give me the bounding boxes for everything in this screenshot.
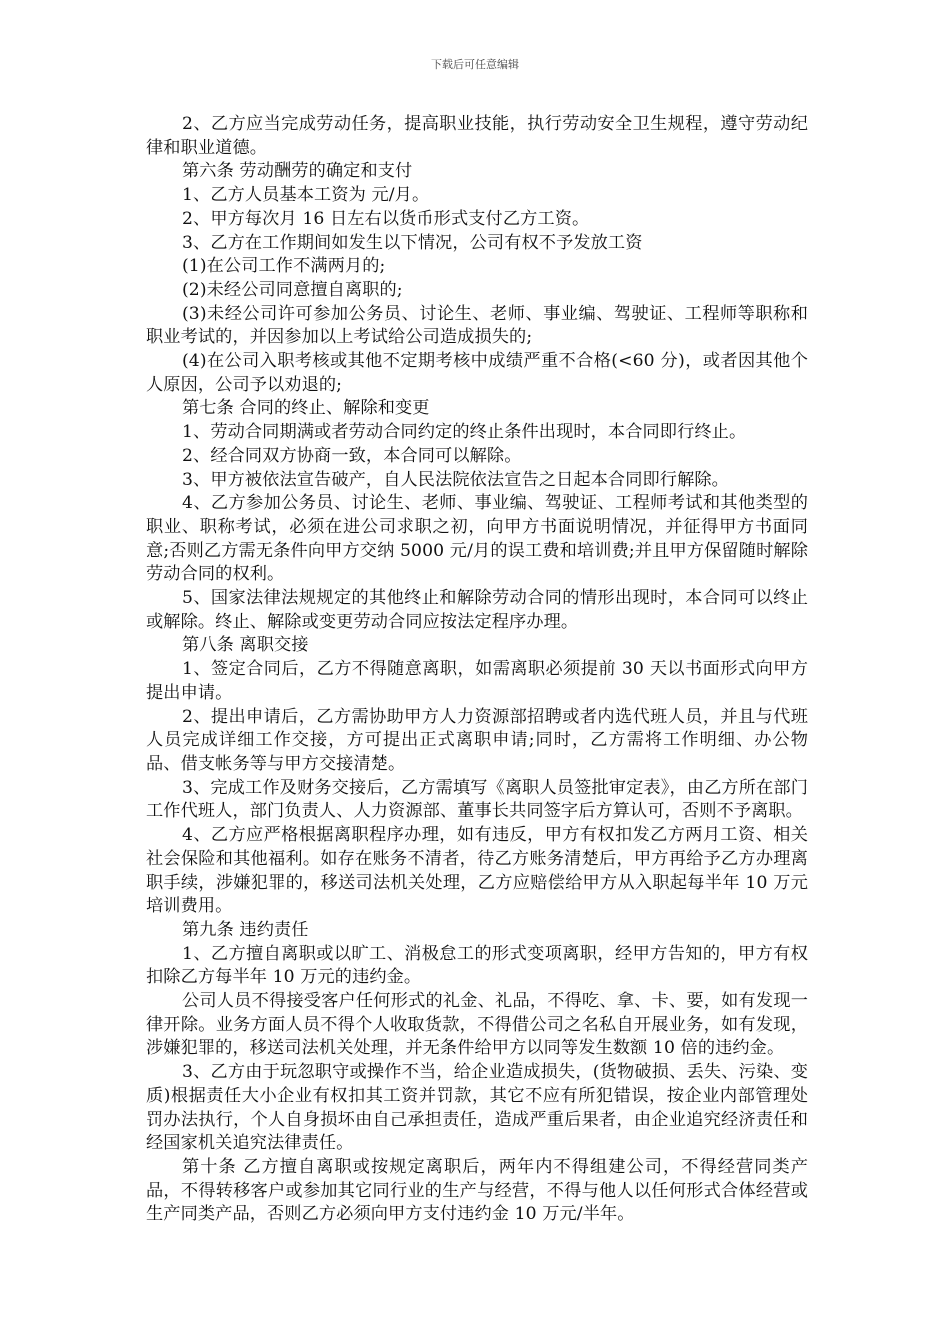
document-paragraph: (2)未经公司同意擅自离职的; [182,279,403,300]
document-paragraph: 4、乙方参加公务员、讨论生、老师、事业编、驾驶证、工程师考试和其他类型的职业、职称考试，必须在进公司求职之初，向甲方书面说明情况，并征得甲方书面同意;否则乙方需无条件向甲方交纳 5000 元/月的误工费和培训费;并且甲方保留随时解除劳动合同的权利。 [146,493,808,585]
document-paragraph: 2、经合同双方协商一致，本合同可以解除。 [182,445,522,466]
document-paragraph: 第七条 合同的终止、解除和变更 [182,398,430,419]
document-paragraph: 第十条 乙方擅自离职或按规定离职后，两年内不得组建公司，不得经营同类产品，不得转移客户或参加其它同行业的生产与经营，不得与他人以任何形式合体经营或生产同类产品，否则乙方必须向甲方支付违约金 10 万元/半年。 [146,1156,808,1225]
document-paragraph: 5、国家法律法规规定的其他终止和解除劳动合同的情形出现时，本合同可以终止或解除。终止、解除或变更劳动合同应按法定程序办理。 [146,588,808,632]
document-paragraph: 1、签定合同后，乙方不得随意离职，如需离职必须提前 30 天以书面形式向甲方提出申请。 [146,659,808,703]
document-paragraph: 第六条 劳动酬劳的确定和支付 [182,161,413,182]
document-paragraph: 1、乙方人员基本工资为 元/月。 [182,185,430,206]
document-paragraph: 3、乙方在工作期间如发生以下情况，公司有权不予发放工资 [182,232,643,253]
document-paragraph: 2、甲方每次月 16 日左右以货币形式支付乙方工资。 [182,208,590,229]
document-body [146,113,808,1227]
document-paragraph: (3)未经公司许可参加公务员、讨论生、老师、事业编、驾驶证、工程师等职称和职业考试的，并因参加以上考试给公司造成损失的; [146,303,808,348]
document-paragraph: 4、乙方应严格根据离职程序办理，如有违反，甲方有权扣发乙方两月工资、相关社会保险和其他福利。如存在账务不清者，待乙方账务清楚后，甲方再给予乙方办理离职手续，涉嫌犯罪的，移送司法机关处理，乙方应赔偿给甲方从入职起每半年 10 万元培训费用。 [146,825,808,917]
document-paragraph: 2、乙方应当完成劳动任务，提高职业技能，执行劳动安全卫生规程，遵守劳动纪律和职业道德。 [146,114,808,158]
document-paragraph: 公司人员不得接受客户任何形式的礼金、礼品，不得吃、拿、卡、要，如有发现一律开除。业务方面人员不得个人收取货款，不得借公司之名私自开展业务，如有发现，涉嫌犯罪的，移送司法机关处理，并无条件给甲方以同等发生数额 10 倍的违约金。 [146,991,808,1059]
document-paragraph: 3、乙方由于玩忽职守或操作不当，给企业造成损失，(货物破损、丢失、污染、变质)根据责任大小企业有权扣其工资并罚款，其它不应有所犯错误，按企业内部管理处罚办法执行，个人自身损坏由自己承担责任，造成严重后果者，由企业追究经济责任和经国家机关追究法律责任。 [146,1062,808,1154]
document-paragraph: 3、完成工作及财务交接后，乙方需填写《离职人员签批审定表》，由乙方所在部门工作代班人，部门负责人、人力资源部、董事长共同签字后方算认可，否则不予离职。 [146,777,808,822]
document-paragraph: 2、提出申请后，乙方需协助甲方人力资源部招聘或者内选代班人员，并且与代班人员完成详细工作交接，方可提出正式离职申请;同时，乙方需将工作明细、办公物品、借支帐务等与甲方交接清楚。 [146,706,808,774]
document-paragraph: (1)在公司工作不满两月的; [182,256,386,277]
document-paragraph: 第八条 离职交接 [182,635,309,656]
page-header-note: 下载后可任意编辑 [431,58,519,71]
document-paragraph: 第九条 违约责任 [182,919,309,940]
document-paragraph: 3、甲方被依法宣告破产，自人民法院依法宣告之日起本合同即行解除。 [182,469,729,490]
document-paragraph: (4)在公司入职考核或其他不定期考核中成绩严重不合格(<60 分)，或者因其他个人原因，公司予以劝退的; [146,351,808,395]
document-paragraph: 1、乙方擅自离职或以旷工、消极怠工的形式变项离职，经甲方告知的，甲方有权扣除乙方每半年 10 万元的违约金。 [146,943,808,988]
document-paragraph: 1、劳动合同期满或者劳动合同约定的终止条件出现时，本合同即行终止。 [182,422,747,443]
